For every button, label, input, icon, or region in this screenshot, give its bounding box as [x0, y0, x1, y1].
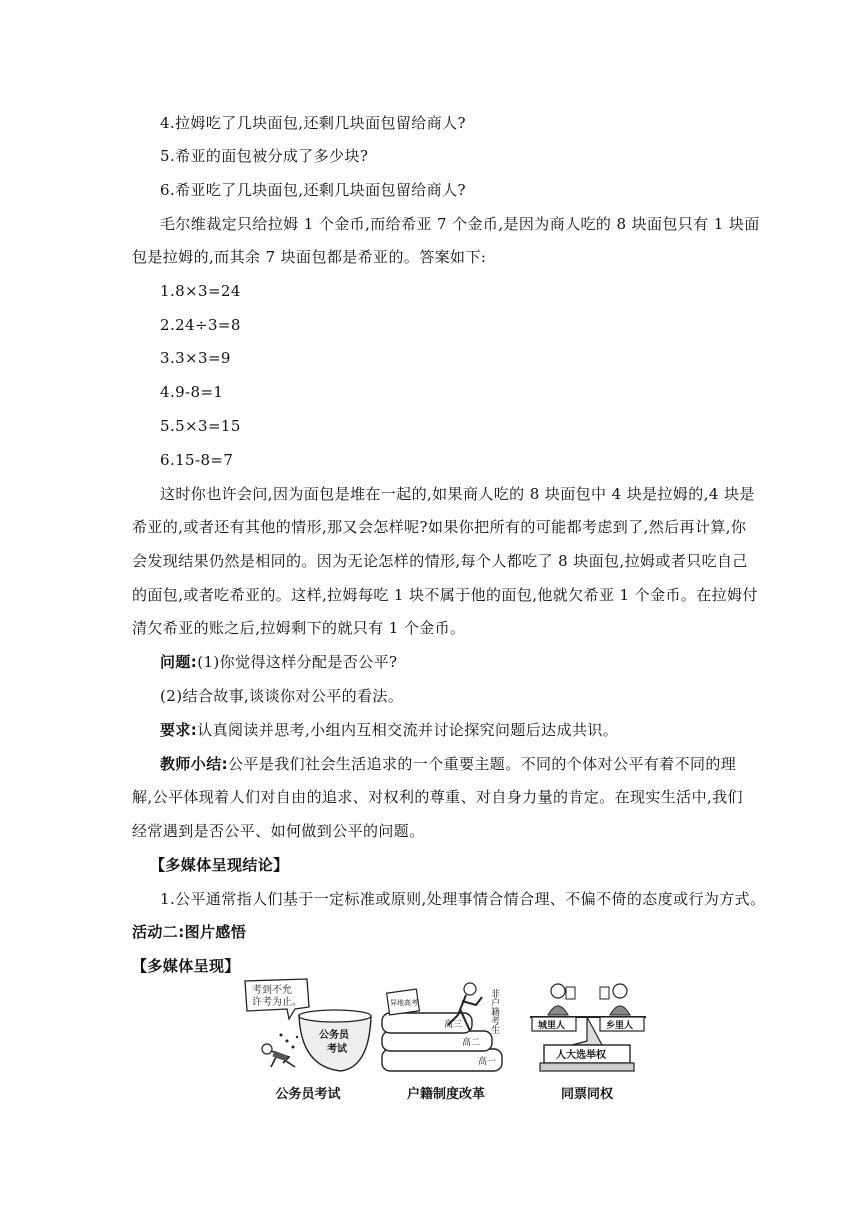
- summary-text-1: 公平是我们社会生活追求的一个重要主题。不同的个体对公平有着不同的理: [228, 755, 737, 773]
- bowl-text-1: 公务员: [319, 1030, 349, 1041]
- answer-6: 6.15-8=7: [160, 451, 234, 469]
- question-1-text: (1)你觉得这样分配是否公平?: [197, 653, 398, 671]
- activity-2-title: 活动二:图片感悟: [132, 923, 247, 941]
- question-line-1: [160, 652, 398, 672]
- paragraph-2-line-4: 的面包,或者吃希亚的。这样,拉姆每吃 1 块不属于他的面包,他就欠希亚 1 个金币。在拉姆付: [132, 586, 758, 604]
- answer-5: 5.5×3=15: [160, 417, 241, 435]
- answer-4: 4.9-8=1: [160, 383, 224, 401]
- summary-line-2: 解,公平体现着人们对自由的追求、对权利的尊重、对自身力量的肯定。在现实生活中,我们: [132, 788, 743, 806]
- summary-label: 教师小结:: [160, 755, 228, 773]
- summary-line-1: [160, 754, 736, 774]
- figure-1-caption: 公务员考试: [275, 1087, 341, 1102]
- base-label: 人大选举权: [556, 1050, 606, 1061]
- question-5: 5.希亚的面包被分成了多少块?: [160, 147, 369, 165]
- answer-3: 3.3×3=9: [160, 349, 231, 367]
- summary-line-3: 经常遇到是否公平、如何做到公平的问题。: [132, 822, 425, 840]
- bowl-text-2: 考试: [327, 1044, 347, 1055]
- requirement-line: [160, 720, 618, 740]
- civil-exam-illustration: [237, 975, 377, 1085]
- book-label-3: 高三: [444, 1020, 463, 1030]
- paragraph-2-line-5: 清欠希亚的账之后,拉姆剩下的就只有 1 个金币。: [132, 619, 466, 637]
- paragraph-2-line-2: 希亚的,或者还有其他的情形,那又会怎样呢?如果你把所有的可能都考虑到了,然后再计算,你: [132, 518, 747, 536]
- paragraph-2-line-3: 会发现结果仍然是相同的。因为无论怎样的情形,每个人都吃了 8 块面包,拉姆或者只吃自己: [132, 552, 748, 570]
- left-pan-label: 城里人: [538, 1021, 566, 1031]
- conclusion-1: 1.公平通常指人们基于一定标准或原则,处理事情合情合理、不偏不倚的态度或行为方式。: [160, 890, 766, 908]
- answer-2: 2.24÷3=8: [160, 316, 241, 334]
- hukou-reform-illustration: [378, 975, 513, 1085]
- answer-1: 1.8×3=24: [160, 282, 241, 300]
- question-line-2: (2)结合故事,谈谈你对公平的看法。: [160, 687, 404, 705]
- book-label-1: 高一: [478, 1057, 497, 1067]
- question-label: 问题:: [160, 653, 198, 671]
- book-label-2: 高二: [462, 1038, 481, 1048]
- paragraph-2-line-1: 这时你也许会问,因为面包是堆在一起的,如果商人吃的 8 块面包中 4 块是拉姆的,4 块是: [160, 485, 755, 503]
- equal-vote-illustration: [522, 975, 652, 1085]
- figure-3-caption: 同票同权: [560, 1087, 613, 1102]
- question-4: 4.拉姆吃了几块面包,还剩几块面包留给商人?: [160, 114, 466, 132]
- requirement-text: 认真阅读并思考,小组内互相交流并讨论探究问题后达成共识。: [197, 721, 619, 739]
- vertical-label: 非户籍考生: [489, 989, 499, 1034]
- sign-text-1: 考到不允: [252, 985, 292, 996]
- question-6: 6.希亚吃了几块面包,还剩几块面包留给商人?: [160, 181, 466, 199]
- paragraph-1-line-1: 毛尔维裁定只给拉姆 1 个金币,而给希亚 7 个金币,是因为商人吃的 8 块面包只有 1 块面: [160, 215, 760, 233]
- paper-label: 异地高考: [390, 999, 418, 1007]
- right-pan-label: 乡里人: [606, 1021, 634, 1031]
- multimedia-header: 【多媒体呈现】: [132, 957, 240, 975]
- conclusion-header: 【多媒体呈现结论】: [150, 856, 289, 874]
- figure-2-caption: 户籍制度改革: [406, 1087, 485, 1102]
- paragraph-1-line-2: 包是拉姆的,而其余 7 块面包都是希亚的。答案如下:: [132, 248, 487, 266]
- requirement-label: 要求:: [160, 721, 198, 739]
- sign-text-2: 许考为止。: [252, 997, 302, 1008]
